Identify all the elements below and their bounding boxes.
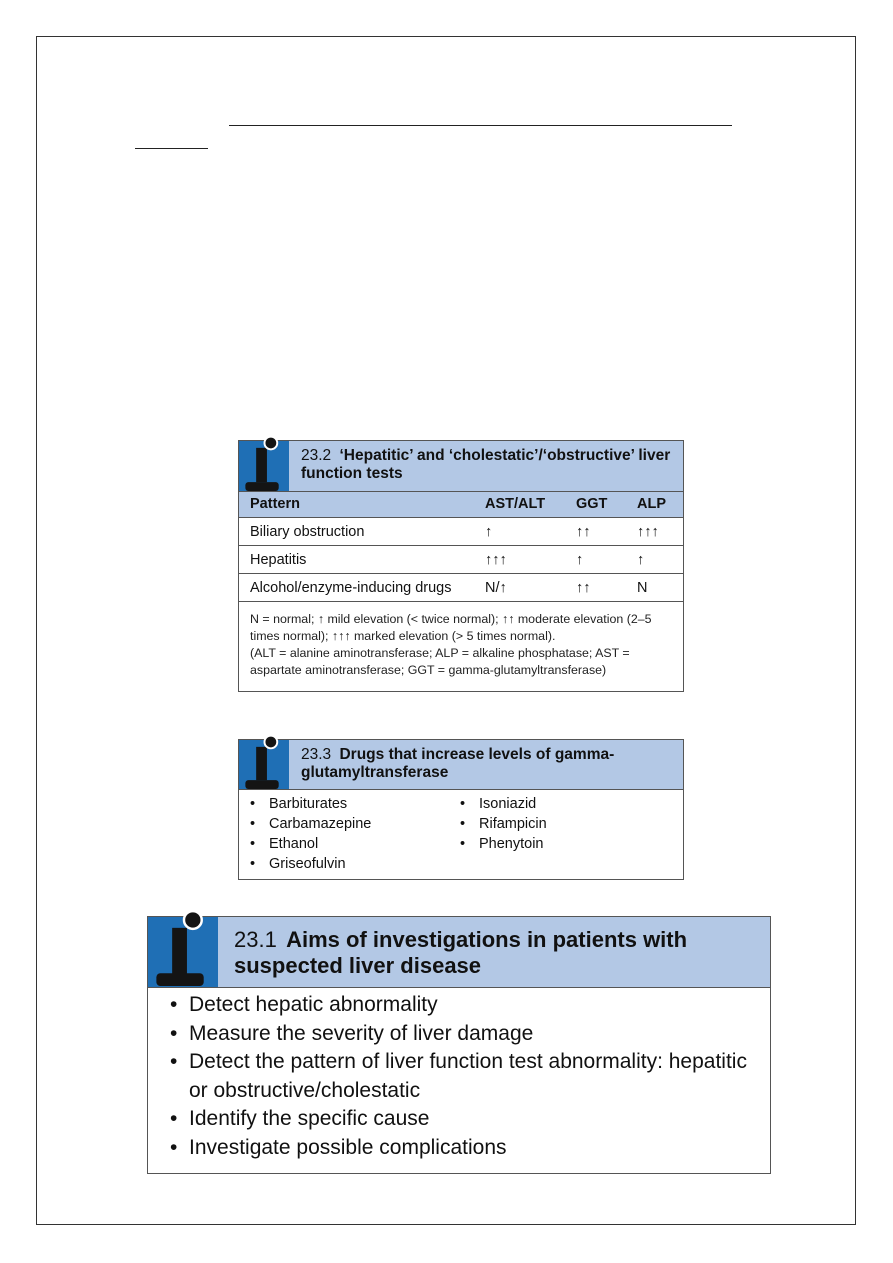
column-header-ggt: GGT: [576, 492, 637, 518]
cell-ggt: ↑↑: [576, 518, 637, 546]
list-item: • Investigate possible complications: [189, 1134, 759, 1163]
column-header-ast-alt: AST/ALT: [485, 492, 576, 518]
box-number: 23.1: [234, 927, 277, 952]
icon-column: [239, 441, 289, 491]
table-header-row: [239, 492, 683, 518]
cell-alp: ↑: [637, 546, 683, 574]
table-row: [239, 574, 683, 602]
icon-column: [239, 740, 289, 789]
list-item: • Detect hepatic abnormality: [189, 991, 759, 1020]
list-item: • Isoniazid: [479, 794, 669, 814]
lft-pattern-table: [239, 492, 683, 601]
box-title-text: ‘Hepatitic’ and ‘cholestatic’/‘obstructive’ liver function tests: [301, 447, 671, 483]
cell-pattern: Hepatitis: [239, 546, 485, 574]
list-item: • Ethanol: [269, 834, 459, 854]
list-item: • Phenytoin: [479, 834, 669, 854]
list-item: • Rifampicin: [479, 814, 669, 834]
footnote-key: N = normal; ↑ mild elevation (< twice normal); ↑↑ moderate elevation (2–5 times normal); ↑↑↑ marked elevation (> 5 times normal).: [250, 612, 652, 643]
icon-column: [148, 917, 218, 987]
list-item: • Identify the specific cause: [189, 1105, 759, 1134]
box-title: [301, 746, 671, 783]
table-footnote: [239, 601, 683, 685]
table-row: [239, 518, 683, 546]
list-item: • Detect the pattern of liver function test abnormality: hepatitic or obstructive/cholestatic: [189, 1048, 759, 1105]
box-number: 23.3: [301, 746, 332, 763]
info-box-23-3: [238, 739, 684, 880]
cell-ast-alt: ↑: [485, 518, 576, 546]
table-row: [239, 546, 683, 574]
box-number: 23.2: [301, 447, 332, 464]
info-icon: [239, 740, 289, 789]
cell-pattern: Alcohol/enzyme-inducing drugs: [239, 574, 485, 602]
list-item: • Griseofulvin: [269, 854, 459, 874]
box-title: [301, 447, 671, 484]
drug-list-right: [479, 794, 669, 854]
box-header: [148, 917, 770, 988]
box-header: [239, 441, 683, 492]
cell-ast-alt: N/↑: [485, 574, 576, 602]
info-box-23-1: [147, 916, 771, 1174]
list-item: • Measure the severity of liver damage: [189, 1020, 759, 1049]
cell-ggt: ↑: [576, 546, 637, 574]
box-title-text: Drugs that increase levels of gamma-glutamyltransferase: [301, 746, 615, 782]
footnote-abbreviations: (ALT = alanine aminotransferase; ALP = alkaline phosphatase; AST = aspartate aminotransferase; GGT = gamma-glutamyltransferase): [250, 646, 630, 677]
column-header-pattern: Pattern: [239, 492, 485, 518]
box-title-text: Aims of investigations in patients with suspected liver disease: [234, 927, 688, 978]
box-title: [234, 927, 759, 979]
info-icon: [148, 917, 218, 987]
list-item: • Barbiturates: [269, 794, 459, 814]
cell-ggt: ↑↑: [576, 574, 637, 602]
cell-alp: N: [637, 574, 683, 602]
heading-underline-short: [135, 148, 208, 149]
cell-alp: ↑↑↑: [637, 518, 683, 546]
info-icon: [239, 441, 289, 491]
list-item: • Carbamazepine: [269, 814, 459, 834]
drug-list-left: [269, 794, 459, 874]
heading-underline-long: [229, 125, 732, 126]
box-header: [239, 740, 683, 790]
column-header-alp: ALP: [637, 492, 683, 518]
cell-ast-alt: ↑↑↑: [485, 546, 576, 574]
info-box-23-2: [238, 440, 684, 692]
cell-pattern: Biliary obstruction: [239, 518, 485, 546]
aims-list: [189, 991, 759, 1162]
